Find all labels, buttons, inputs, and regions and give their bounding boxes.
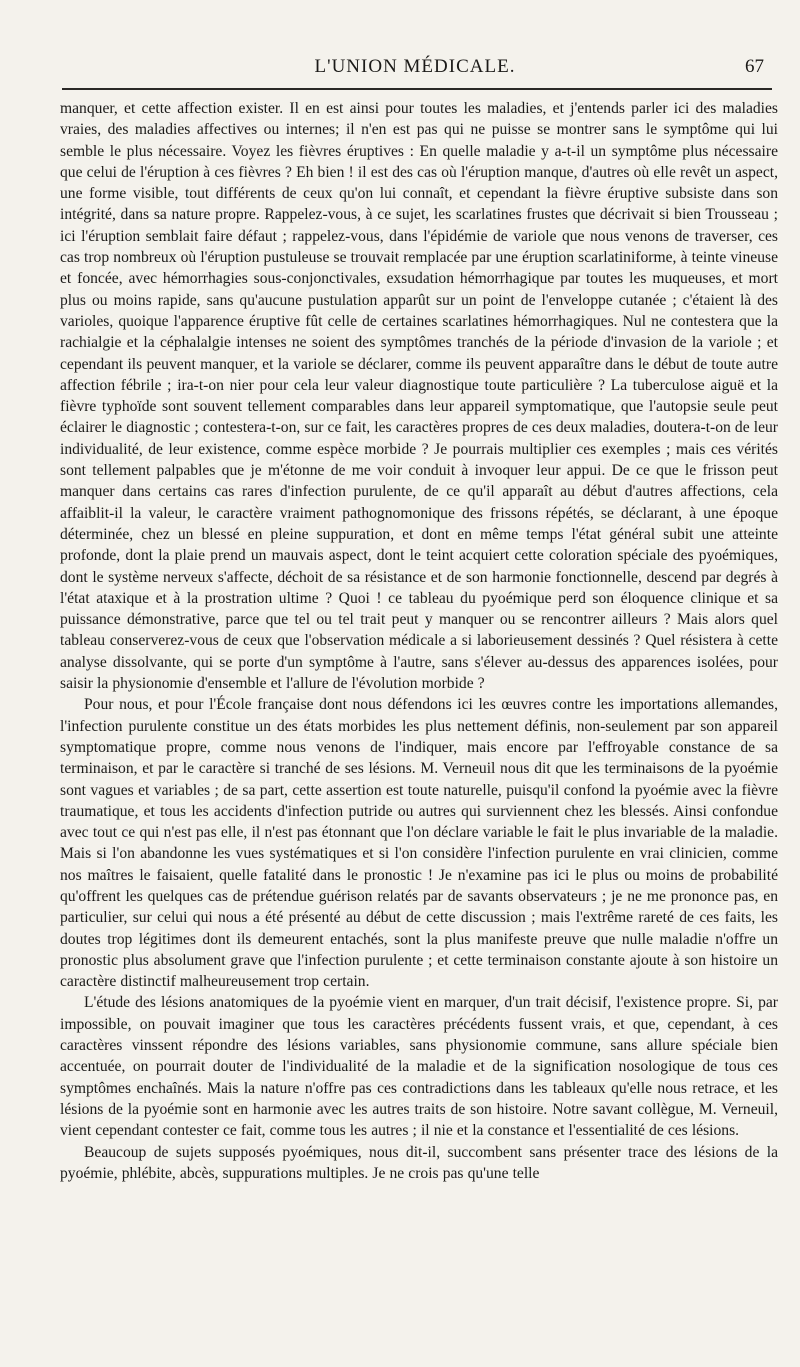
page-number: 67: [745, 56, 764, 77]
paragraph: L'étude des lésions anatomiques de la pyoémie vient en marquer, d'un trait décisif, l'existence propre. Si, par impossible, on pouvait imaginer que tous les caractères précédents fussent vrais, et que, cependant, à ces caractères vinssent répondre des lésions variables, sans physionomie commune, sans allure spéciale bien accentuée, on pourrait douter de l'individualité de la maladie et de la signification nosologique de tous ces symptômes enchaînés. Mais la nature n'offre pas ces contradictions dans les tableaux qu'elle nous retrace, et les lésions de la pyoémie sont en harmonie avec les autres traits de son histoire. Notre savant collègue, M. Verneuil, vient cependant contester ce fait, comme tous les autres ; il nie et la constance et l'essentialité de ces lésions.: [60, 994, 778, 1140]
header-rule: [62, 88, 772, 90]
article-body: [60, 98, 778, 1184]
paragraph: Beaucoup de sujets supposés pyoémiques, nous dit-il, succombent sans présenter trace des lésions de la pyoémie, phlébite, abcès, suppurations multiples. Je ne crois pas qu'une telle: [60, 1143, 778, 1182]
page-header: [60, 56, 770, 86]
running-title: L'UNION MÉDICALE.: [314, 56, 516, 77]
paragraph: Pour nous, et pour l'École française dont nous défendons ici les œuvres contre les importations allemandes, l'infection purulente constitue un des états morbides les plus nettement définis, non-seulement par son appareil symptomatique propre, comme nous venons de l'indiquer, mais encore par l'effroyable constance de sa terminaison, et par le caractère si tranché de ses lésions. M. Verneuil nous dit que les terminaisons de la pyoémie sont vagues et variables ; de sa part, cette assertion est toute naturelle, puisqu'il confond la pyoémie avec la fièvre traumatique, et tous les accidents d'infection putride ou autres qui surviennent chez les blessés. Ainsi confondue avec tout ce qui n'est pas elle, il n'est pas étonnant que l'on déclare variable le fait le plus invariable de la maladie. Mais si l'on abandonne les vues systématiques et si l'on considère l'infection purulente en vrai clinicien, comme nos maîtres le faisaient, quelle fatalité dans le pronostic ! Je n'examine pas ici le plus ou moins de probabilité qu'offrent les quelques cas de prétendue guérison relatés par de savants observateurs ; je ne me prononce pas, en particulier, sur celui qui nous a été présenté au début de cette discussion ; mais l'extrême rareté de ces faits, les doutes trop légitimes dont ils demeurent entachés, sont la plus manifeste preuve que nulle maladie n'offre un pronostic plus absolument grave que l'infection purulente ; et cette terminaison constante ajoute à son histoire un caractère distinctif malheureusement trop certain.: [60, 696, 778, 991]
paragraph: manquer, et cette affection exister. Il en est ainsi pour toutes les maladies, et j'entends parler ici des maladies vraies, des maladies affectives ou internes; il n'en est pas qui ne puisse se montrer sans le symptôme qui lui semble le plus nécessaire. Voyez les fièvres éruptives : En quelle maladie y a-t-il un symptôme plus nécessaire que celui de l'éruption à ces fièvres ? Eh bien ! il est des cas où l'éruption manque, d'autres où elle revêt un aspect, une forme visible, tout différents de ceux qu'on lui connaît, et cependant la fièvre éruptive subsiste dans son intégrité, dans sa nature propre. Rappelez-vous, à ce sujet, les scarlatines frustes que décrivait si bien Trousseau ; ici l'éruption semblait faire défaut ; rappelez-vous, dans l'épidémie de variole que nous venons de traverser, ces cas trop nombreux où l'éruption pustuleuse se trouvait remplacée par une éruption scarlatiniforme, à teinte vineuse et foncée, avec hémorrhagies sous-conjonctivales, exsudation hémorrhagique par toutes les muqueuses, et mort plus ou moins rapide, sans qu'aucune pustulation apparût sur un point de l'enveloppe cutanée ; c'étaient là des varioles, quoique l'apparence éruptive fût celle de certaines scarlatines hémorrhagiques. Nul ne contestera que la rachialgie et la céphalalgie intenses ne soient des symptômes tranchés de la période d'invasion de la variole ; et cependant ils peuvent manquer, et la variole se déclarer, comme ils peuvent apparaître dans le début de toute autre affection fébrile ; ira-t-on nier pour cela leur valeur diagnostique toute particulière ? La tuberculose aiguë et la fièvre typhoïde sont souvent tellement comparables dans leur appareil symptomatique, que l'autopsie seule peut éclairer le diagnostic ; contestera-t-on, sur ce fait, les caractères propres de ces deux maladies, doutera-t-on de leur individualité, de leur existence, comme espèce morbide ? Je pourrais multiplier ces exemples ; mais ces vérités sont tellement palpables que je m'étonne de me voir conduit à invoquer leur appui. De ce que le frisson peut manquer dans certains cas rares d'infection purulente, de ce qu'il apparaît au début d'autres affections, cela affaiblit-il la valeur, le caractère vraiment pathognomonique des frissons répétés, se déclarant, à une époque déterminée, chez un blessé en pleine suppuration, et dont en même temps l'état général subit une atteinte profonde, dont la plaie prend un mauvais aspect, dont le teint acquiert cette coloration spéciale des pyoémiques, dont le système nerveux s'affecte, déchoit de sa résistance et de son harmonie fonctionnelle, descend par degrés à l'état ataxique et à la prostration ultime ? Quoi ! ce tableau du pyoémique perd son éloquence clinique et sa puissance démonstrative, parce que tel ou tel trait peut y manquer ou se rencontrer ailleurs ? Mais alors quel tableau conserverez-vous de ceux que l'observation médicale a si laborieusement dessinés ? Quel résistera à cette analyse dissolvante, qui se porte d'un symptôme à l'autre, sans s'élever au-dessus des apparences isolées, pour saisir la physionomie d'ensemble et l'allure de l'évolution morbide ?: [60, 100, 778, 693]
